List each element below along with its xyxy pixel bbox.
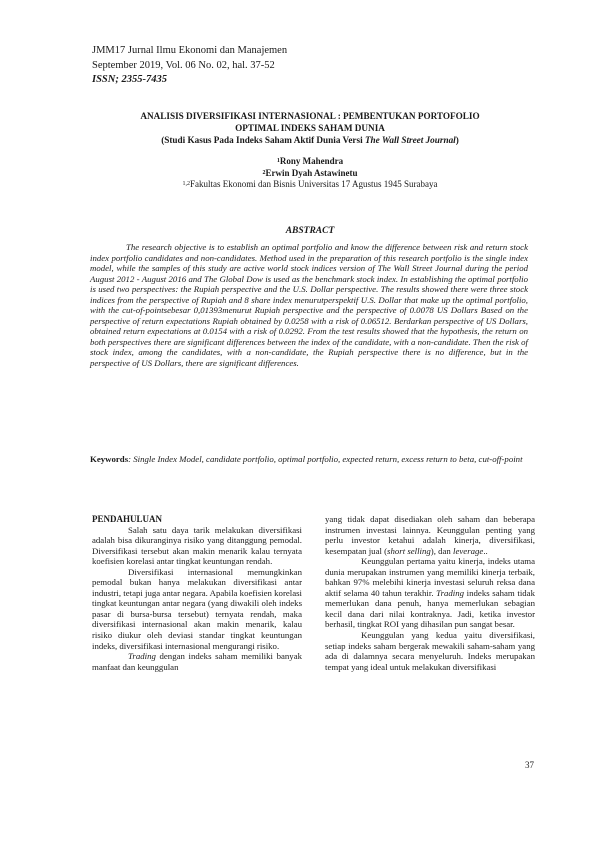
abstract-text: The research objective is to establish an optimal portfolio and know the difference between risk and return stock index portfolio candidates and non-candidates. Method used in the preparation of this research portfolio is the single index model, while the samples of this study are active world stock indices version of The Wall Street Journal during the period August 2012 - August 2016 and The Global Dow is used as the benchmark stock index. In establishing the optimal portfolio is used two perspectives: the Rupiah perspective and the U.S. Dollar perspective. The results showed there were three stock indices from the perspective of Rupiah and 8 share index menurutperspektif U.S. Dollar that make up the optimal portfolio, with the cut-of-pointsebesar 0,01393menurut Rupiah perspective and the perspective of 0.0078 US Dollars Based on the perspective of return expectations Rupiah obtained by 0.0258 with a risk of 0.06512. Berdarkan perspective of US Dollars, obtained return expectations at 0.0154 with a risk of 0.0292. From the test results showed that the hypothesis, the return on both perspectives there are significant differences between the index of the candidate, with a non-candidate. Then the risk of stock index, among the candidates, with a non-candidate, the Rupiah perspective there is no difference, but in the perspective of US Dollars, there are significant differences. (90, 242, 528, 369)
emphasis: Trading (436, 587, 465, 598)
paper-subtitle (90, 134, 530, 146)
paper-title-line2: OPTIMAL INDEKS SAHAM DUNIA (235, 123, 385, 133)
paragraph (325, 514, 535, 556)
paragraph-text: indeks saham tidak memerlukan dana penuh, hanya memerlukan sebagian kecil dana dari nilai kontraknya. Jadi, ketika investor berhasil, tingkat ROI yang dihasilan pun sangat besar. (325, 587, 535, 630)
body-column-right (325, 514, 535, 672)
emphasis: Trading (128, 651, 156, 662)
emphasis: leverage (453, 545, 484, 556)
journal-issn: ISSN; 2355-7435 (92, 74, 167, 85)
body-column-left (92, 514, 302, 672)
paragraph: Diversifikasi internasional memungkinkan pemodal bukan hanya melakukan diversifikasi antar industri, tetapi juga antar negara. Apabila koefisien korelasi tingkat keuntungan antar negara (yang diwakili oleh indeks pasar di bursa-bursa tersebut) ternyata rendah, maka diversifikasi internasional akan makin menarik, kalau risiko diukur oleh deviasi standar tingkat keuntungan indeks, diversifikasi internasional mengurangi risiko. (92, 566, 302, 651)
keywords-text: : Single Index Model, candidate portfolio, optimal portfolio, expected return, excess return to beta, cut-off-point (128, 454, 523, 464)
authors-block (90, 156, 530, 191)
paragraph-text: ), dan (430, 545, 454, 556)
paragraph-text: .. (483, 545, 488, 556)
journal-header (92, 44, 287, 88)
paragraph-text: dengan indeks saham memiliki banyak manfaat dan keunggulan (92, 651, 302, 672)
author-2-sup: 2 (262, 169, 266, 176)
author-2-name: Erwin Dyah Astawinetu (265, 167, 358, 178)
paragraph: Salah satu daya tarik melakukan diversifikasi adalah bisa dikuranginya risiko yang ditanggung pemodal. Diversifikasi tersebut akan makin menarik kalau ternyata koefisien korelasi antar tingkat keuntungan rendah. (92, 524, 302, 567)
subtitle-pre: (Studi Kasus Pada Indeks Saham Aktif Dunia Versi (161, 135, 365, 145)
paragraph-text: Keunggulan pertama yaitu kinerja, indeks utama dunia merupakan instrumen yang memiliki kinerja terbaik, bahkan 97% melebihi kinerja investasi seluruh reksa dana aktif selama 40 tahun terakhir. (325, 556, 535, 598)
page-number: 37 (525, 760, 534, 770)
paper-title-line1: ANALISIS DIVERSIFIKASI INTERNASIONAL : PEMBENTUKAN PORTOFOLIO (140, 111, 480, 121)
author-1-sup: 1 (276, 158, 280, 164)
paragraph-text: yang tidak dapat disediakan oleh saham dan beberapa instrumen investasi lainnya. Keunggulan penting yang perlu investor ketahui adalah kinerja, diversifikasi, kesempatan jual ( (325, 514, 535, 556)
keywords-label: Keywords (90, 454, 129, 464)
emphasis: short selling (387, 545, 431, 556)
author-1-name: Rony Mahendra (279, 156, 344, 166)
affiliation (90, 179, 530, 191)
keywords (90, 454, 528, 465)
author-2 (90, 168, 530, 180)
author-1 (90, 156, 530, 168)
subtitle-journal: The Wall Street Journal (364, 135, 456, 145)
paragraph (92, 651, 302, 672)
section-heading: PENDAHULUAN (92, 514, 163, 524)
subtitle-post: ) (455, 135, 459, 145)
affiliation-sup: 1,2 (182, 181, 190, 187)
journal-issue: September 2019, Vol. 06 No. 02, hal. 37-52 (92, 59, 275, 71)
title-block (90, 110, 530, 146)
journal-name: JMM17 Jurnal Ilmu Ekonomi dan Manajemen (92, 45, 288, 56)
paragraph (325, 556, 535, 630)
affiliation-text: Fakultas Ekonomi dan Bisnis Universitas 17 Agustus 1945 Surabaya (190, 179, 438, 189)
abstract-heading: ABSTRACT (285, 226, 335, 236)
paragraph: Keunggulan yang kedua yaitu diversifikasi, setiap indeks saham bergerak mewakili saham-saham yang ada di dalamnya secara menyeluruh. Indeks merupakan tempat yang ideal untuk melakukan diversifikasi (325, 630, 535, 672)
